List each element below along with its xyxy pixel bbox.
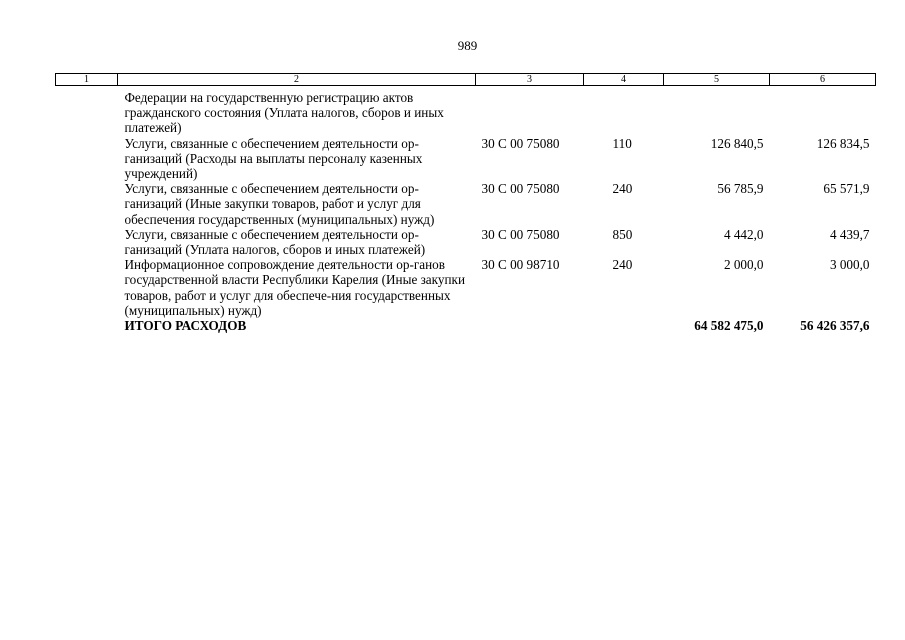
column-header-3: 3 — [476, 74, 584, 86]
table-row — [56, 136, 876, 182]
total-amount-year2: 56 426 357,6 — [800, 318, 870, 334]
expense-type-cell — [584, 318, 664, 333]
amount-year1-cell: 2 000,0 — [723, 257, 764, 273]
table-header — [56, 74, 876, 86]
column-header-5: 5 — [664, 74, 770, 86]
amount-year2-cell: 4 439,7 — [829, 226, 870, 242]
total-amount-year1: 64 582 475,0 — [694, 318, 764, 334]
table-row — [56, 227, 876, 257]
expense-type-cell: 240 — [612, 257, 633, 273]
amount-year2-cell: 126 834,5 — [816, 135, 870, 151]
expense-type-cell: 850 — [612, 226, 633, 242]
table-row — [56, 257, 876, 318]
table-row — [56, 86, 876, 136]
expense-type-cell — [584, 86, 664, 136]
code-cell: 30 С 00 98710 — [481, 257, 560, 273]
column-header-4: 4 — [584, 74, 664, 86]
total-label: ИТОГО РАСХОДОВ — [124, 318, 247, 334]
budget-table — [55, 73, 876, 333]
column-number-row — [56, 74, 876, 86]
column-header-1: 1 — [56, 74, 118, 86]
row-index-cell — [56, 318, 118, 333]
page-number: 989 — [457, 38, 478, 53]
row-index-cell — [56, 136, 118, 182]
code-cell: 30 С 00 75080 — [481, 226, 560, 242]
row-index-cell — [56, 227, 118, 257]
description-cell: Услуги, связанные с обеспечением деятельности ор-ганизаций (Расходы на выплаты персоналу казенных учреждений) — [124, 135, 423, 182]
row-index-cell — [56, 181, 118, 227]
description-cell: Услуги, связанные с обеспечением деятельности ор-ганизаций (Иные закупки товаров, работ и услуг для обеспечения государственных (муниципальных) нужд) — [124, 181, 435, 227]
amount-year1-cell — [664, 86, 770, 136]
description-cell: Информационное сопровождение деятельности ор-ганов государственной власти Республики Карелия (Иные закупки товаров, работ и услуг для обеспече-ния государственных (муниципальных) нужд) — [124, 257, 465, 318]
expense-type-cell: 110 — [612, 135, 632, 151]
amount-year2-cell: 65 571,9 — [823, 181, 870, 197]
row-index-cell — [56, 257, 118, 318]
amount-year1-cell: 56 785,9 — [717, 181, 764, 197]
code-cell — [476, 86, 584, 136]
total-row — [56, 318, 876, 333]
amount-year2-cell: 3 000,0 — [829, 257, 870, 273]
code-cell — [476, 318, 584, 333]
amount-year2-cell — [770, 86, 876, 136]
description-cell: Услуги, связанные с обеспечением деятельности ор-ганизаций (Уплата налогов, сборов и иных платежей) — [124, 226, 426, 258]
column-header-6: 6 — [770, 74, 876, 86]
code-cell: 30 С 00 75080 — [481, 135, 560, 151]
description-cell: Федерации на государственную регистрацию актов гражданского состояния (Уплата налогов, сборов и иных платежей) — [124, 90, 444, 136]
column-header-2: 2 — [118, 74, 476, 86]
row-index-cell — [56, 86, 118, 136]
amount-year1-cell: 126 840,5 — [710, 135, 764, 151]
expense-type-cell: 240 — [612, 181, 633, 197]
table-row — [56, 181, 876, 227]
table-body — [56, 86, 876, 334]
amount-year1-cell: 4 442,0 — [723, 226, 764, 242]
code-cell: 30 С 00 75080 — [481, 181, 560, 197]
